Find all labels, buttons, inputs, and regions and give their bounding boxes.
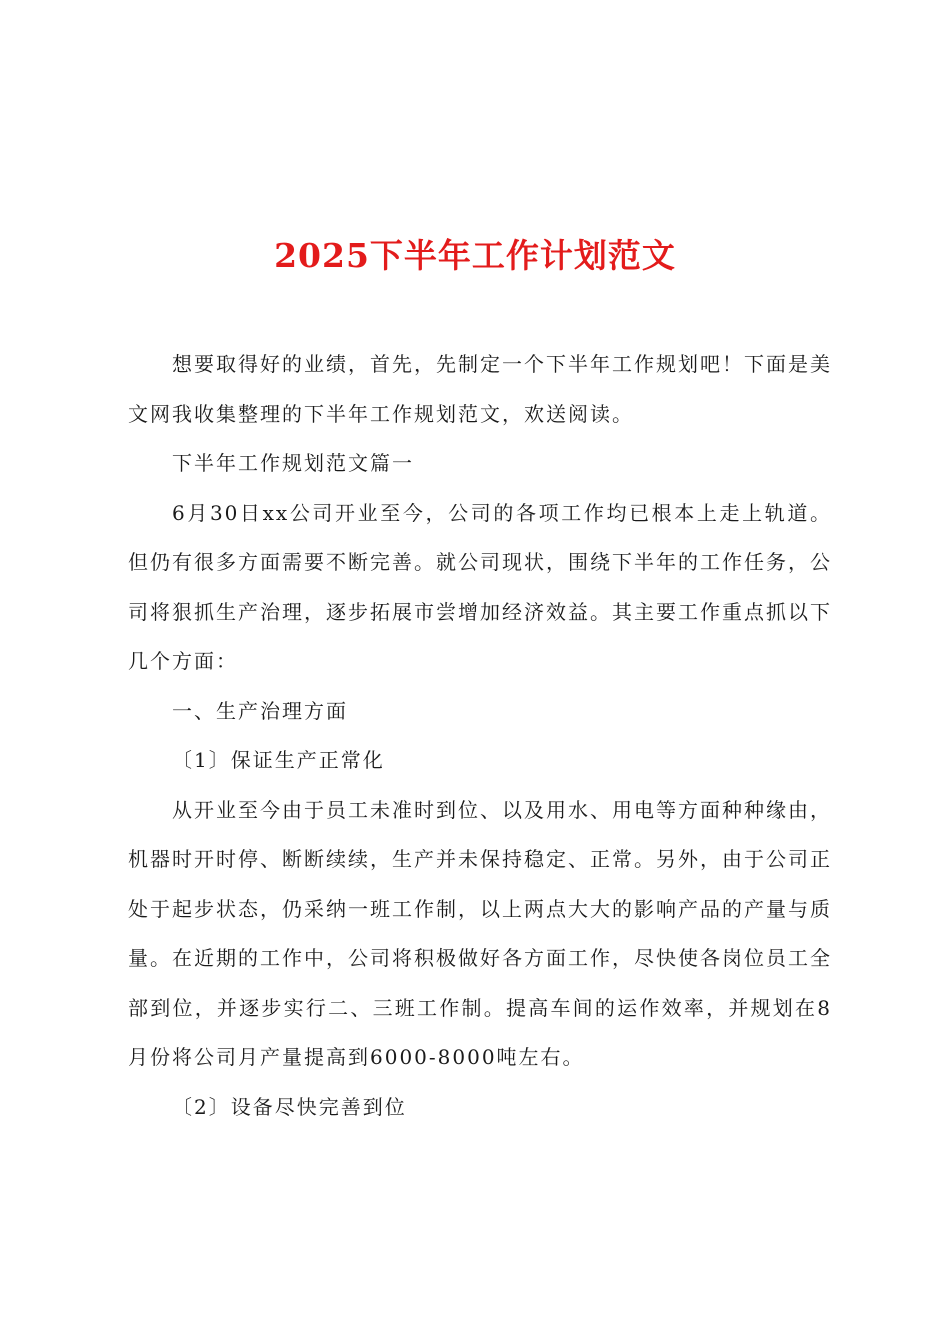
section-heading-production: 一、生产治理方面 <box>172 698 348 723</box>
document-title: 2025下半年工作计划范文 <box>274 236 676 276</box>
subheading-normal-production: 〔1〕保证生产正常化 <box>172 748 385 772</box>
document-body <box>128 340 832 1132</box>
paragraph-overview: 6月30日xx公司开业至今，公司的各项工作均已根本上走上轨道。但仍有很多方面需要不断完善。就公司现状，围绕下半年的工作任务，公司将狠抓生产治理，逐步拓展市尝增加经济效益。其主要工作重点抓以下几个方面： <box>128 500 832 673</box>
subheading-equipment: 〔2〕设备尽快完善到位 <box>172 1094 407 1119</box>
paragraph-production-detail: 从开业至今由于员工未准时到位、以及用水、用电等方面种种缘由，机器时开时停、断断续续，生产并未保持稳定、正常。另外，由于公司正处于起步状态，仍采纳一班工作制，以上两点大大的影响产品的产量与质量。在近期的工作中，公司将积极做好各方面工作，尽快使各岗位员工全部到位，并逐步实行二、三班工作制。提高车间的运作效率，并规划在8月份将公司月产量提高到6000-8000吨左右。 <box>128 797 832 1069</box>
section-heading-part-one: 下半年工作规划范文篇一 <box>172 451 414 475</box>
paragraph-intro: 想要取得好的业绩，首先，先制定一个下半年工作规划吧！下面是美文网我收集整理的下半年工作规划范文，欢送阅读。 <box>128 352 832 426</box>
